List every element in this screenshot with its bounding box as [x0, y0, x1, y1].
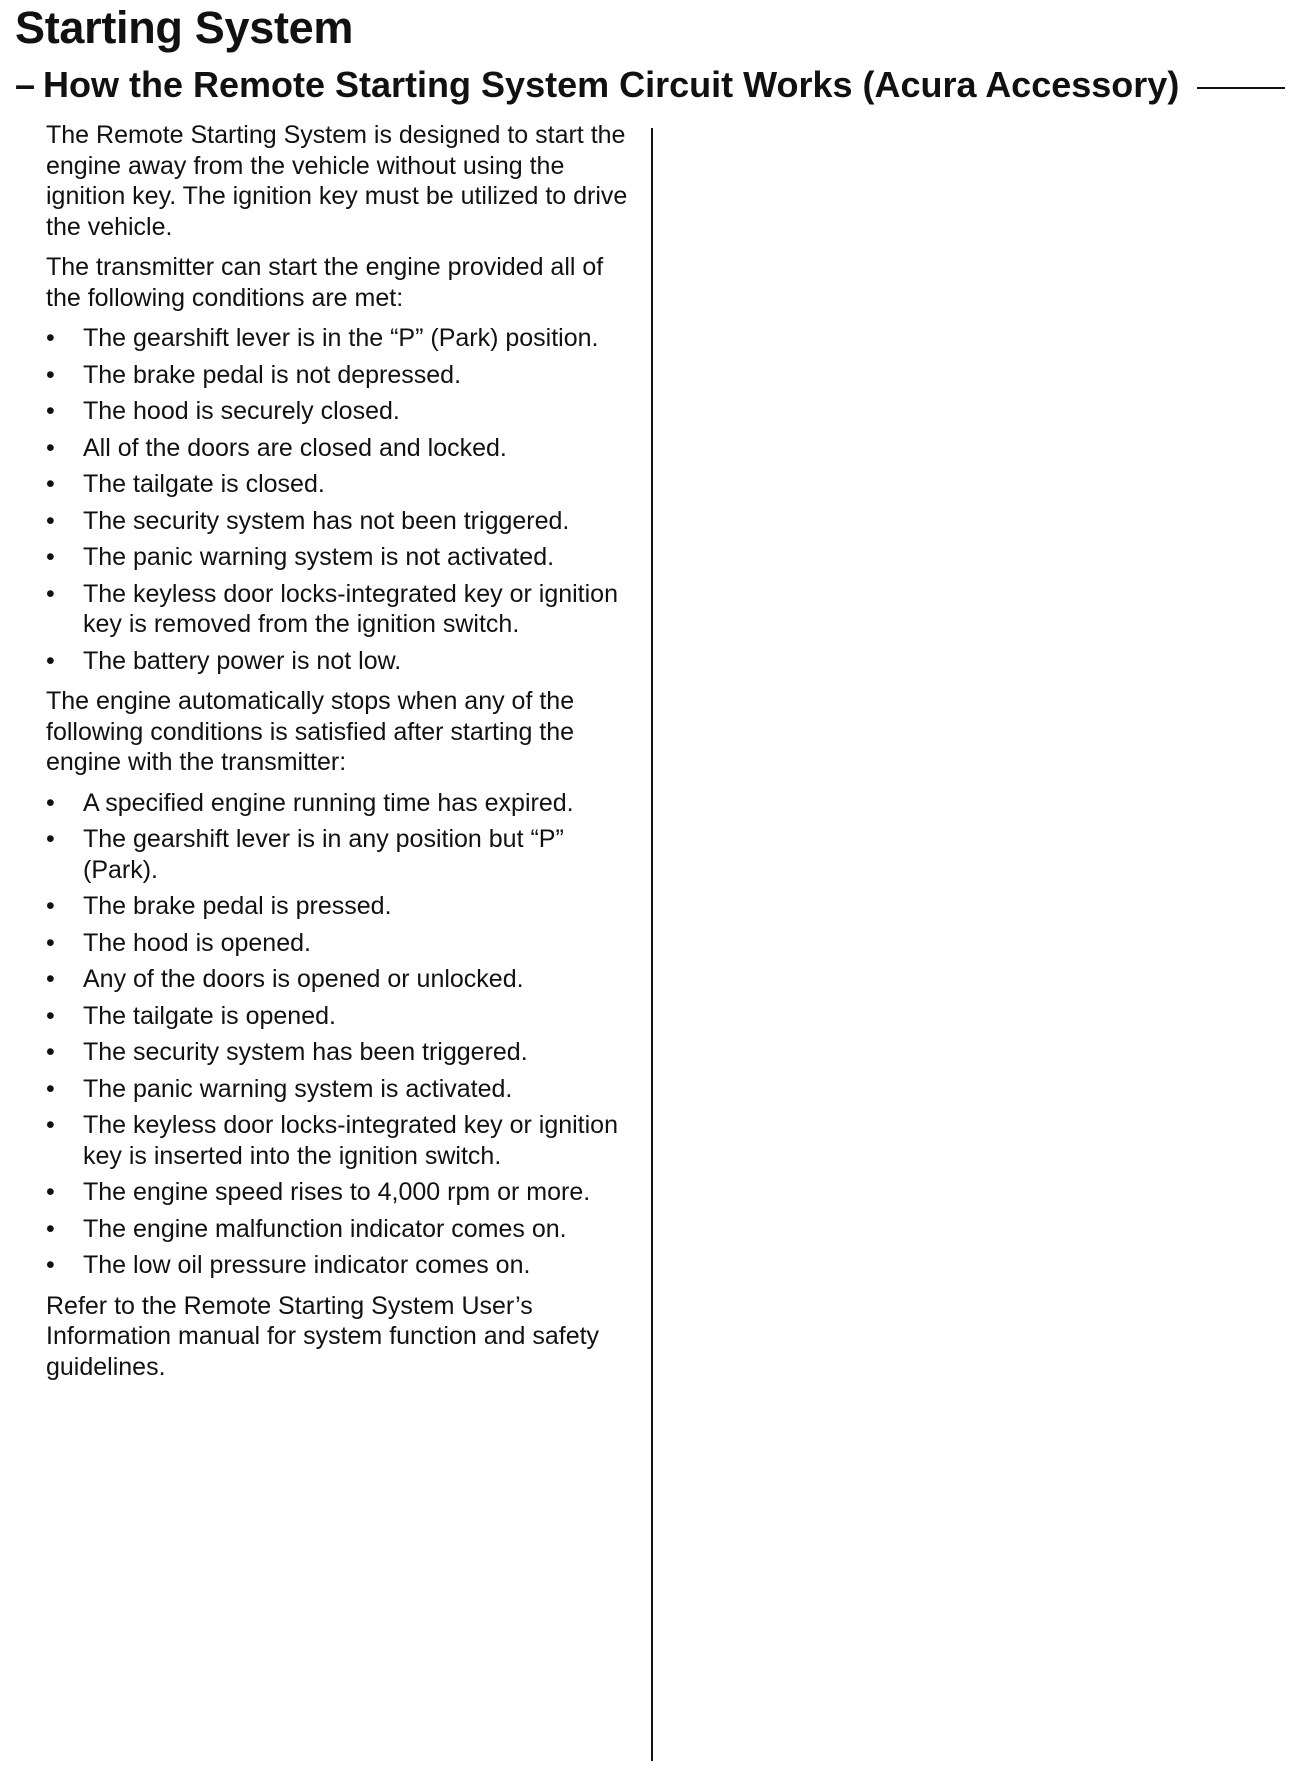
list-item: • The hood is opened. — [46, 928, 631, 959]
list-item: • The gearshift lever is in the “P” (Park) position. — [46, 323, 631, 354]
left-column — [46, 120, 631, 1392]
list-item: • The battery power is not low. — [46, 646, 631, 677]
list-item: • The tailgate is opened. — [46, 1001, 631, 1032]
list-item: • The engine malfunction indicator comes on. — [46, 1214, 631, 1245]
list-item: • The brake pedal is pressed. — [46, 891, 631, 922]
start-conditions-list — [46, 323, 631, 676]
section-title: How the Remote Starting System Circuit Works (Acura Accessory) — [43, 64, 1180, 105]
list-item: • The security system has not been triggered. — [46, 506, 631, 537]
closing-paragraph: Refer to the Remote Starting System User’s Information manual for system function and safety guidelines. — [46, 1291, 600, 1381]
list-item: • The security system has been triggered. — [46, 1037, 631, 1068]
section-header — [15, 60, 1295, 110]
list-item: • The brake pedal is not depressed. — [46, 360, 631, 391]
page-title: Starting System — [15, 2, 354, 53]
list-item: • The panic warning system is activated. — [46, 1074, 631, 1105]
list-item: • All of the doors are closed and locked. — [46, 433, 631, 464]
stop-conditions-intro: The engine automatically stops when any of the following conditions is satisfied after starting the engine with the transmitter: — [46, 687, 575, 776]
list-item: • The keyless door locks-integrated key or ignition key is inserted into the ignition switch. — [46, 1110, 631, 1171]
list-item: • The keyless door locks-integrated key or ignition key is removed from the ignition switch. — [46, 579, 631, 640]
list-item: • The gearshift lever is in any position but “P” (Park). — [46, 824, 631, 885]
list-item: • The engine speed rises to 4,000 rpm or more. — [46, 1177, 631, 1208]
list-item: • The panic warning system is not activated. — [46, 542, 631, 573]
list-item: • Any of the doors is opened or unlocked. — [46, 964, 631, 995]
section-rule — [1197, 87, 1285, 89]
list-item: • A specified engine running time has expired. — [46, 788, 631, 819]
column-divider — [651, 128, 653, 1761]
list-item: • The tailgate is closed. — [46, 469, 631, 500]
subtitle-dash: – — [15, 64, 36, 105]
list-item: • The hood is securely closed. — [46, 396, 631, 427]
stop-conditions-list — [46, 788, 631, 1281]
list-item: • The low oil pressure indicator comes on. — [46, 1250, 631, 1281]
start-conditions-intro: The transmitter can start the engine provided all of the following conditions are met: — [46, 253, 604, 312]
intro-paragraph: The Remote Starting System is designed to start the engine away from the vehicle without using the ignition key. The ignition key must be utilized to drive the vehicle. — [46, 121, 628, 241]
